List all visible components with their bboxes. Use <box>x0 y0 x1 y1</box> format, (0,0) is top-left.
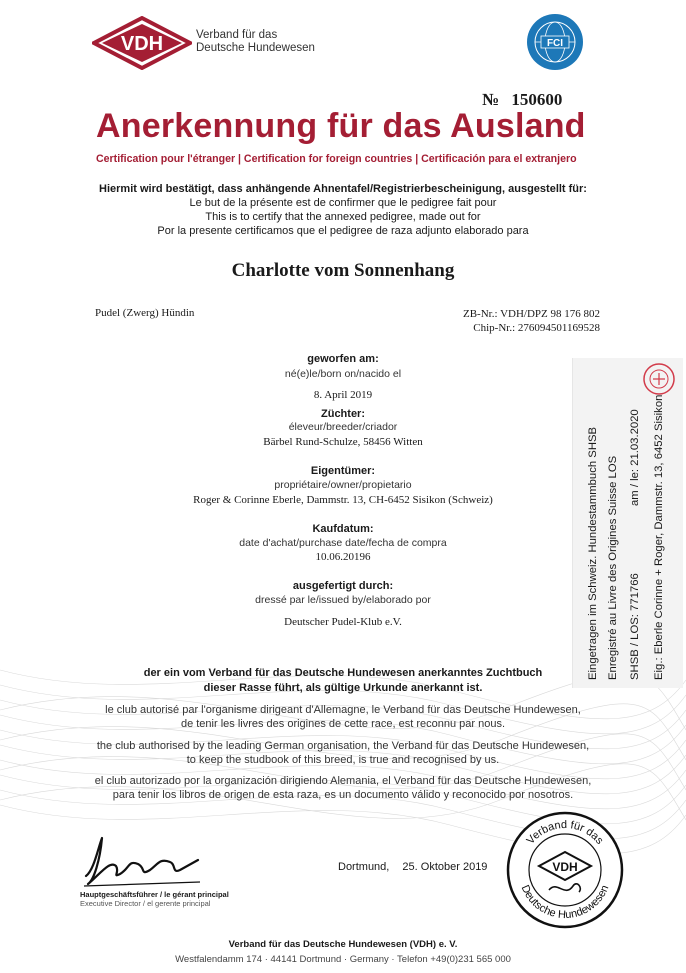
signature-role-de: Hauptgeschäftsführer / le gérant principal <box>80 890 229 899</box>
stamp-line-1: Eingetragen im Schweiz. Hundestammbuch SHSB <box>587 426 599 680</box>
statement-fr-2: de tenir les livres des origines de cette race, est reconnu par nous. <box>180 718 506 730</box>
footer-organisation: Verband für das Deutsche Hundewesen (VDH) e. V. <box>228 939 458 950</box>
vdh-org-line2: Deutsche Hundewesen <box>196 42 315 54</box>
registration-numbers <box>440 307 600 335</box>
vdh-seal <box>505 810 625 930</box>
place-and-date <box>338 861 487 873</box>
stamp-line-2: Enregistré au Livre des Origines Suisse LOS <box>607 455 619 680</box>
intro-es: Por la presente certificamos que el pedigree de raza adjunto elaborado para <box>157 225 529 237</box>
seal-bottom-text: Deutsche Hundewesen <box>518 883 612 922</box>
born-translation: né(e)le/born on/nacido el <box>284 368 402 380</box>
born-label: geworfen am: <box>307 353 379 365</box>
vdh-logo <box>92 16 192 70</box>
issued-label: ausgefertigt durch: <box>292 580 394 592</box>
intro-fr: Le but de la présente est de confirmer que le pedigree fait pour <box>189 197 497 209</box>
number-value: 150600 <box>511 90 563 109</box>
dog-name: Charlotte vom Sonnenhang <box>231 260 455 281</box>
vdh-logo-text: VDH <box>120 33 164 55</box>
vdh-org-name <box>196 29 315 55</box>
statement-en-1: the club authorised by the leading German organisation, the Verband für das Deutsche Hundewesen, <box>96 740 590 752</box>
breeder-value: Bärbel Rund-Schulze, 58456 Witten <box>263 436 423 448</box>
signature-role-en: Executive Director / el gerente principal <box>80 899 211 908</box>
issued-value: Deutscher Pudel-Klub e.V. <box>284 616 402 628</box>
fci-logo <box>526 13 584 71</box>
subtitle: Certification pour l'étranger | Certification for foreign countries | Certificación para el extranjero <box>96 153 577 165</box>
statement-de-2: dieser Rasse führt, als gültige Urkunde anerkannt ist. <box>203 682 483 694</box>
stamp-line-3a: SHSB / LOS: 771766 <box>629 573 641 680</box>
breeder-translation: éleveur/breeder/criador <box>288 421 398 433</box>
footer-address: Westfalendamm 174 · 44141 Dortmund · Germany · Telefon +49(0)231 565 000 <box>175 954 511 965</box>
main-title: Anerkennung für das Ausland <box>96 107 586 145</box>
purchase-label: Kaufdatum: <box>312 523 374 535</box>
purchase-value: 10.06.20196 <box>315 551 371 563</box>
statement-en-2: to keep the studbook of this breed, is true and recognised by us. <box>186 754 500 766</box>
number-label: № <box>482 90 500 109</box>
swiss-registration-stamp <box>572 358 683 688</box>
statement-de-1: der ein vom Verband für das Deutsche Hundewesen anerkanntes Zuchtbuch <box>143 667 543 679</box>
owner-translation: propriétaire/owner/propietario <box>274 479 412 491</box>
breeder-label: Züchter: <box>321 408 365 420</box>
intro-de: Hiermit wird bestätigt, dass anhängende Ahnentafel/Registrierbescheinigung, ausgestellt für: <box>99 183 587 195</box>
born-value: 8. April 2019 <box>313 389 373 401</box>
owner-value: Roger & Corinne Eberle, Dammstr. 13, CH-6452 Sisikon (Schweiz) <box>193 494 493 506</box>
place: Dortmund, <box>338 861 390 873</box>
vdh-org-line1: Verband für das <box>196 29 278 41</box>
stamp-line-4: Eig.: Eberle Corinne + Roger, Dammstr. 13, 6452 Sisikon <box>653 394 665 680</box>
statement-es-2: para tenir los libros de origen de esta raza, es un documento válido y reconocido por nosotros. <box>112 789 574 801</box>
intro-en: This is to certify that the annexed pedigree, made out for <box>205 211 481 223</box>
issued-translation: dressé par le/issued by/elaborado por <box>255 594 431 606</box>
chip-number: Chip-Nr.: 276094501169528 <box>473 322 600 334</box>
fci-logo-text: FCI <box>546 38 564 49</box>
statement-fr-1: le club autorisé par l'organisme dirigeant d'Allemagne, le Verband für das Deutsche Hundewesen, <box>105 704 581 716</box>
issue-date: 25. Oktober 2019 <box>402 861 488 873</box>
seal-top-text: Verband für das <box>524 818 606 847</box>
dog-breed: Pudel (Zwerg) Hündin <box>95 307 195 319</box>
owner-label: Eigentümer: <box>310 465 376 477</box>
seal-center-text: VDH <box>552 860 578 874</box>
zb-number: ZB-Nr.: VDH/DPZ 98 176 802 <box>463 308 600 320</box>
red-round-stamp-icon <box>642 362 676 396</box>
signature-icon <box>80 830 210 890</box>
purchase-translation: date d'achat/purchase date/fecha de compra <box>239 537 447 549</box>
stamp-line-3b: am / le: 21.03.2020 <box>629 409 641 506</box>
statement-es-1: el club autorizado por la organización dirigiendo Alemania, el Verband für das Deutsche Hundewesen, <box>94 775 592 787</box>
